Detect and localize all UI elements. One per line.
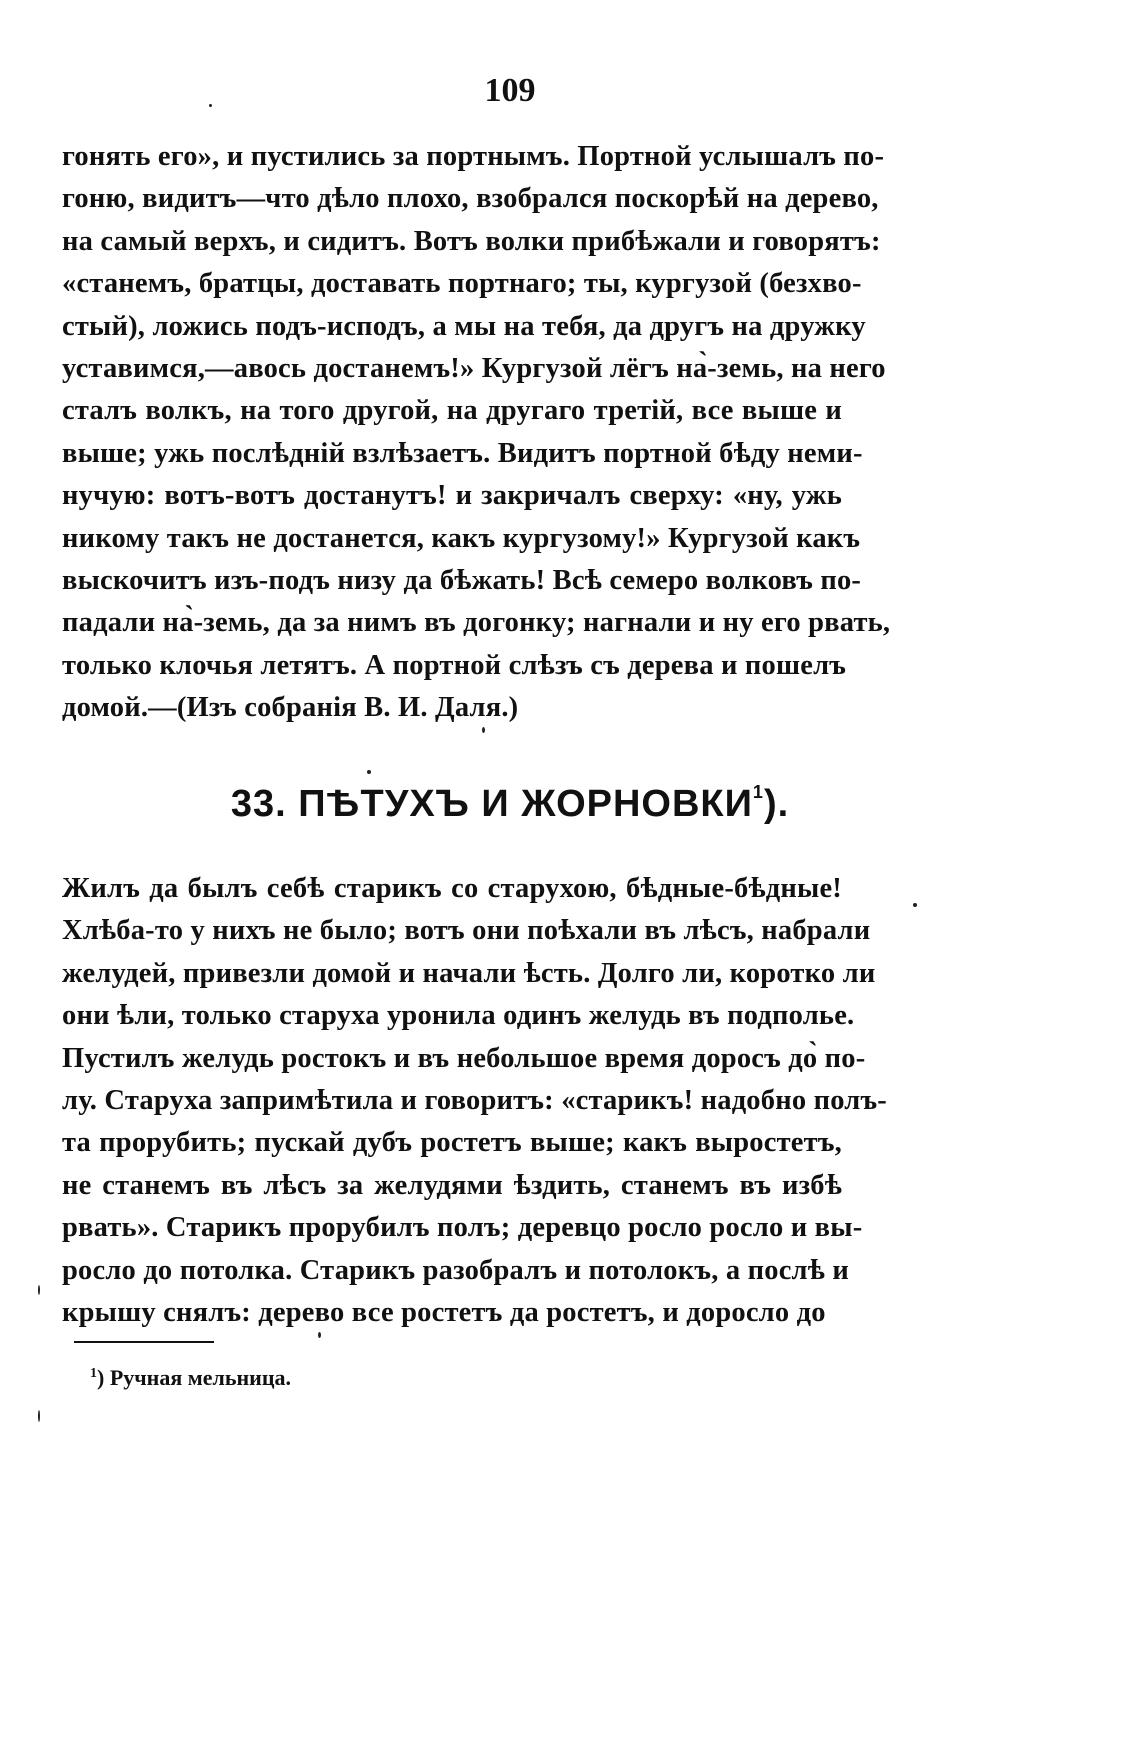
text-line: домой.—(Изъ собранія В. И. Даля.) [62, 692, 519, 724]
print-speck [482, 727, 485, 733]
text-line: Пустилъ желудь ростокъ и въ небольшое время доросъ до̀ по- [62, 1042, 866, 1074]
text-line: желудей, привезли домой и начали ѣсть. Долго ли, коротко ли [62, 957, 876, 989]
section-body-text [62, 868, 887, 1334]
text-line: падали на̀-земь, да за нимъ въ догонку; нагнали и ну его рвать, [62, 607, 891, 639]
print-speck [209, 104, 212, 107]
continued-story-text [62, 136, 891, 729]
text-line: крышу снялъ: дерево все ростетъ да ростетъ, и доросло до [62, 1296, 826, 1328]
text-line: Жилъ да былъ себѣ старикъ со старухою, бѣдные-бѣдные! [62, 873, 842, 904]
text-line: не станемъ въ лѣсъ за желудями ѣздить, станемъ въ избѣ [62, 1169, 842, 1201]
text-line: росло до потолка. Старикъ разобралъ и потолокъ, а послѣ и [62, 1254, 849, 1286]
text-line: гонять его», и пустились за портнымъ. Портной услышалъ по- [62, 141, 885, 172]
text-line: сталъ волкъ, на того другой, на другаго третій, все выше и [62, 395, 842, 427]
footnote-text: Ручная мельница. [104, 1365, 292, 1390]
print-speck [38, 1285, 40, 1295]
text-line: только клочья летятъ. А портной слѣзъ съ дерева и пошелъ [62, 649, 847, 681]
text-line: уставимся,—авось достанемъ!» Кургузой лёгъ на̀-земь, на него [62, 352, 886, 384]
text-line: никому такъ не достанется, какъ кургузому!» Кургузой какъ [62, 522, 861, 554]
text-line: нучую: вотъ-вотъ достанутъ! и закричалъ сверху: «ну, ужь [62, 480, 842, 512]
print-speck [318, 1332, 321, 1338]
text-line: выше; ужь послѣдній взлѣзаетъ. Видитъ портной бѣду неми- [62, 437, 863, 469]
print-speck [367, 770, 371, 774]
footnote-marker-paren: ) [97, 1365, 105, 1390]
footnote [90, 1365, 291, 1391]
text-line: Хлѣба-то у нихъ не было; вотъ они поѣхали въ лѣсъ, набрали [62, 915, 871, 947]
footnote-divider [74, 1341, 214, 1343]
print-speck [38, 1410, 40, 1422]
footnote-marker: 1 [90, 1366, 97, 1381]
text-line: выскочитъ изъ-подъ низу да бѣжать! Всѣ семеро волковъ по- [62, 564, 862, 596]
text-line: та прорубить; пускай дубъ ростетъ выше; какъ выростетъ, [62, 1127, 842, 1159]
page-number: 109 [484, 72, 536, 109]
footnote-reference: 1 [752, 782, 764, 802]
text-line: стый), ложись подъ-исподъ, а мы на тебя, да другъ на дружку [62, 310, 866, 342]
section-heading-paren: ). [763, 783, 790, 825]
text-line: «станемъ, братцы, доставать портнаго; ты, кургузой (безхво- [62, 268, 862, 300]
section-heading-title: 33. ПѢТУХЪ И ЖОРНОВКИ [230, 783, 753, 825]
text-line: они ѣли, только старуха уронила одинъ желудь въ подполье. [62, 1000, 855, 1032]
text-line: лу. Старуха запримѣтила и говоритъ: «старикъ! надобно полъ- [62, 1084, 887, 1116]
text-line: рвать». Старикъ прорубилъ полъ; деревцо росло росло и вы- [62, 1212, 863, 1244]
print-speck [913, 903, 917, 907]
section-heading [0, 782, 1020, 826]
text-line: гоню, видитъ—что дѣло плохо, взобрался поскорѣй на дерево, [62, 183, 879, 215]
text-line: на самый верхъ, и сидитъ. Вотъ волки прибѣжали и говорятъ: [62, 225, 881, 257]
